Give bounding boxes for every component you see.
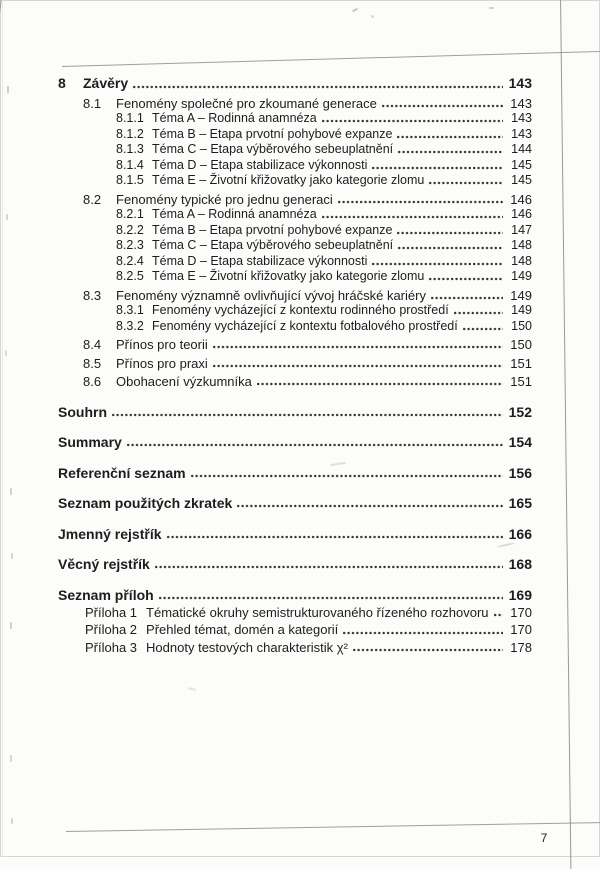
dot-leader (237, 504, 503, 508)
toc-entry-number: 8.3.1 (116, 303, 144, 317)
toc-entry-label: Téma D – Etapa stabilizace výkonnosti (152, 157, 368, 172)
toc-entry-page: 146 (511, 207, 532, 221)
toc-entry-label: Téma E – Životní křižovatky jako kategorie zlomu (152, 173, 425, 187)
dot-leader (338, 200, 503, 204)
toc-entry-page: 170 (510, 622, 532, 637)
dot-leader (397, 231, 503, 235)
toc-entry-page: 170 (510, 604, 532, 620)
toc-entry-number: 8.2.3 (116, 238, 144, 252)
scan-speck (5, 350, 7, 356)
toc-entry-label: Přínos pro praxi (116, 355, 208, 371)
toc-entry-page: 150 (511, 318, 532, 333)
chapter-toc-list (58, 74, 532, 389)
toc-entry-label: Obohacení výzkumníka (116, 374, 252, 389)
toc-entry (116, 207, 532, 222)
toc-entry-number: 8.4 (83, 337, 102, 352)
toc-entry-label: Fenomény typické pro jednu generaci (116, 191, 333, 207)
toc-entry-label: Téma E – Životní křižovatky jako kategorie zlomu (152, 269, 425, 283)
scan-speck (10, 622, 12, 629)
toc-entry (116, 158, 532, 173)
dot-leader (454, 311, 503, 315)
toc-entry-page: 154 (508, 434, 532, 450)
dot-leader (213, 364, 503, 368)
dot-leader (431, 296, 503, 300)
toc-entry (83, 192, 532, 207)
toc-entry-number: 8.1.1 (116, 111, 144, 125)
toc-entry-page: 149 (511, 303, 532, 317)
toc-entry-page: 144 (511, 142, 532, 156)
toc-entry-page: 143 (508, 75, 532, 91)
toc-entry (116, 173, 532, 188)
toc-entry (83, 96, 532, 111)
toc-entry (58, 556, 532, 572)
toc-entry-page: 143 (511, 126, 532, 141)
toc-entry-page: 151 (510, 355, 532, 371)
scan-speck (6, 214, 8, 220)
dot-leader (257, 382, 503, 386)
dot-leader (398, 246, 503, 250)
toc-entry-label: Summary (58, 434, 122, 450)
toc-entry (116, 254, 532, 269)
dot-leader (494, 613, 503, 617)
toc-entry (116, 142, 532, 157)
toc-entry (83, 288, 532, 303)
scan-speck (7, 86, 9, 93)
toc-entry-page: 165 (508, 495, 532, 511)
toc-entry-page: 146 (510, 191, 532, 207)
toc-entry (116, 269, 532, 284)
toc-entry-label: Téma A – Rodinná anamnéza (152, 207, 317, 221)
toc-entry (116, 223, 532, 238)
toc-entry (58, 526, 532, 542)
toc-entry-number: 8.5 (83, 355, 102, 371)
toc-entry-label: Téma B – Etapa prvotní pohybové expanze (152, 222, 393, 237)
table-of-contents (58, 74, 532, 655)
toc-entry (116, 127, 532, 142)
dot-leader (133, 85, 503, 89)
toc-entry-label: Seznam příloh (58, 586, 154, 603)
toc-entry-page: 156 (508, 464, 532, 481)
toc-entry-label: Přínos pro teorii (116, 337, 208, 352)
toc-entry-label: Fenomény vycházející z kontextu rodinného prostředí (152, 303, 449, 317)
toc-entry (116, 111, 532, 126)
toc-entry-number: Příloha 3 (85, 639, 138, 655)
dot-leader (372, 262, 503, 266)
dot-leader (322, 119, 503, 123)
toc-entry-label: Závěry (83, 75, 129, 91)
toc-entry-label: Jmenný rejstřík (58, 525, 162, 542)
toc-entry-number: 8.2.1 (116, 207, 144, 221)
dot-leader (372, 166, 503, 170)
dot-leader (382, 104, 503, 108)
toc-entry-label: Téma C – Etapa výběrového sebeuplatnění (152, 142, 394, 156)
toc-entry (58, 434, 532, 450)
toc-entry-label: Fenomény významně ovlivňující vývoj hráčské kariéry (116, 287, 426, 303)
scan-speck (10, 488, 12, 495)
toc-entry-number: 8 (58, 75, 66, 91)
dot-leader (463, 327, 503, 331)
toc-entry-number: 8.2 (83, 191, 102, 207)
toc-entry-number: 8.3.2 (116, 318, 144, 333)
scan-speck (371, 15, 374, 18)
toc-entry (58, 74, 532, 92)
toc-entry-number: 8.2.5 (116, 269, 144, 283)
dot-leader (159, 596, 503, 600)
toc-entry-number: 8.1.5 (116, 173, 144, 187)
toc-entry (85, 605, 532, 621)
dot-leader (398, 150, 503, 154)
toc-entry-page: 168 (508, 556, 532, 572)
scan-speck (11, 818, 13, 824)
toc-entry (83, 374, 532, 389)
page-number: 7 (540, 831, 548, 845)
back-matter-toc-list (58, 404, 532, 603)
toc-entry-number: 8.1 (83, 95, 102, 111)
toc-entry-label: Věcný rejstřík (58, 556, 150, 572)
scan-speck (11, 553, 13, 559)
dot-leader (353, 648, 503, 652)
toc-entry-label: Souhrn (58, 403, 107, 420)
scan-speck (10, 755, 12, 762)
toc-entry-number: Příloha 2 (85, 622, 138, 637)
scan-edge-top-line (62, 51, 600, 67)
toc-entry-page: 143 (511, 111, 532, 125)
toc-entry-page: 151 (510, 374, 532, 389)
toc-entry (85, 622, 532, 638)
dot-leader (213, 345, 503, 349)
scan-speck (489, 7, 494, 9)
toc-entry-number: 8.2.2 (116, 222, 144, 237)
dot-leader (343, 631, 503, 635)
toc-entry (83, 356, 532, 371)
toc-entry-page: 152 (508, 403, 532, 420)
toc-entry-number: 8.1.4 (116, 157, 144, 172)
toc-entry-page: 148 (511, 238, 532, 252)
toc-entry-label: Fenomény vycházející z kontextu fotbalového prostředí (152, 318, 458, 333)
toc-entry (58, 587, 532, 603)
scan-edge-right-line (560, 0, 571, 869)
toc-entry-label: Hodnoty testových charakteristik χ² (146, 639, 348, 655)
dot-leader (429, 277, 503, 281)
toc-entry-page: 145 (511, 157, 532, 172)
dot-leader (167, 535, 504, 539)
dot-leader (112, 413, 503, 417)
toc-entry (58, 465, 532, 481)
toc-entry-label: Téma B – Etapa prvotní pohybové expanze (152, 126, 393, 141)
scan-smudge (188, 687, 196, 690)
dot-leader (127, 443, 503, 447)
toc-entry-page: 149 (510, 287, 532, 303)
toc-entry-page: 149 (511, 269, 532, 283)
toc-entry-number: Příloha 1 (85, 604, 138, 620)
toc-entry-page: 150 (510, 337, 532, 352)
toc-entry-page: 166 (508, 525, 532, 542)
toc-entry (116, 238, 532, 253)
dot-leader (191, 474, 503, 478)
toc-entry-page: 143 (510, 95, 532, 111)
toc-entry (116, 319, 532, 334)
toc-entry-page: 169 (508, 586, 532, 603)
scan-edge-left-line (2, 0, 3, 857)
dot-leader (397, 135, 503, 139)
toc-entry-label: Tématické okruhy semistrukturovaného řízeného rozhovoru (146, 604, 489, 620)
dot-leader (322, 215, 503, 219)
toc-entry (83, 337, 532, 352)
toc-entry-label: Fenomény společné pro zkoumané generace (116, 95, 377, 111)
toc-entry-page: 145 (511, 173, 532, 187)
toc-entry-page: 178 (510, 639, 532, 655)
toc-entry-label: Téma A – Rodinná anamnéza (152, 111, 317, 125)
appendix-toc-list (58, 605, 532, 656)
toc-entry-page: 147 (511, 222, 532, 237)
scan-speck (352, 8, 358, 13)
toc-entry (58, 404, 532, 420)
dot-leader (429, 181, 503, 185)
toc-entry (116, 303, 532, 318)
toc-entry-number: 8.2.4 (116, 253, 144, 268)
toc-entry-number: 8.6 (83, 374, 102, 389)
toc-entry-number: 8.1.3 (116, 142, 144, 156)
toc-entry-number: 8.3 (83, 287, 102, 303)
toc-entry-label: Téma D – Etapa stabilizace výkonnosti (152, 253, 368, 268)
toc-entry-number: 8.1.2 (116, 126, 144, 141)
toc-entry (58, 495, 532, 511)
toc-entry-label: Referenční seznam (58, 464, 186, 481)
toc-entry-page: 148 (511, 253, 532, 268)
toc-entry (85, 640, 532, 656)
toc-entry-label: Seznam použitých zkratek (58, 495, 233, 511)
toc-entry-label: Téma C – Etapa výběrového sebeuplatnění (152, 238, 394, 252)
scan-edge-bottom-line (66, 822, 600, 832)
toc-entry-label: Přehled témat, domén a kategorií (146, 622, 339, 637)
dot-leader (155, 565, 503, 569)
